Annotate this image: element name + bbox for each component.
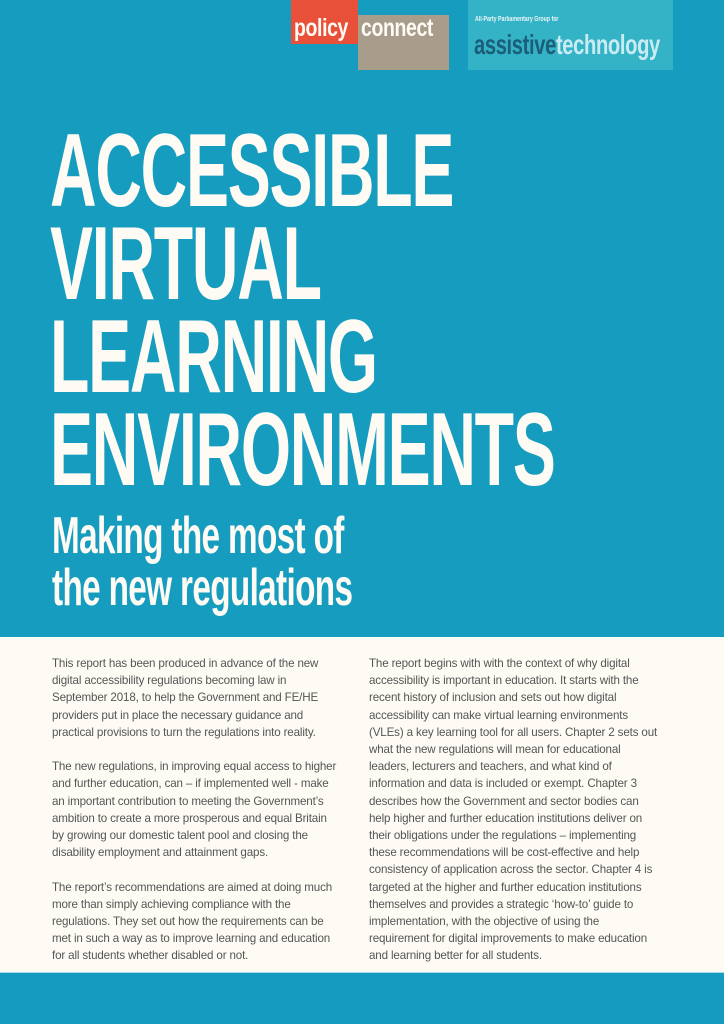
text-line: recent history of inclusion and sets out how digital [369, 691, 617, 705]
summary-right-column [369, 655, 689, 982]
text-line: their obligations under the regulations – implementing [369, 829, 637, 843]
text-line: This report has been produced in advance of the new [52, 657, 319, 670]
appg-logo-assistive: assistive [474, 29, 556, 60]
text-line: what the new regulations will mean for educational [369, 743, 621, 757]
document-subtitle [52, 507, 353, 617]
text-line: an important contribution to meeting the Government’s [52, 794, 324, 808]
text-line: leaders, lecturers and teachers, and what kind of [369, 760, 612, 774]
title-line: ENVIRONMENTS [50, 392, 555, 508]
text-line: by growing our domestic talent pool and closing the [52, 829, 308, 843]
summary-paragraph [52, 758, 362, 861]
title-line: LEARNING [50, 299, 377, 415]
footer-band [0, 972, 724, 1024]
summary-paragraph [52, 655, 362, 741]
title-line: VIRTUAL [50, 206, 321, 322]
text-line: and further education, can – if implemented well - make [52, 777, 329, 791]
text-line: The report begins with with the context of why digital [369, 657, 630, 670]
summary-paragraph [52, 879, 362, 965]
text-line: implementation, with the objective of using the [369, 915, 600, 929]
text-line: help higher and further education institutions deliver on [369, 811, 643, 825]
subtitle-line: Making the most of [52, 507, 344, 565]
title-line: ACCESSIBLE [50, 113, 454, 229]
appg-logo-wordmark [474, 30, 660, 60]
text-line: met in such a way as to improve learning and education [52, 932, 331, 946]
text-line: regulations. They set out how the requirements can be [52, 915, 324, 929]
text-line: requirement for digital improvements to make education [369, 932, 648, 946]
text-line: (VLEs) a key learning tool for all users. Chapter 2 sets out [369, 725, 658, 739]
text-line: targeted at the higher and further education institutions [369, 880, 642, 894]
document-title [50, 113, 555, 508]
text-line: disability employment and attainment gaps. [52, 846, 269, 860]
text-line: accessibility can make virtual learning environments [369, 708, 628, 722]
text-line: and learning better for all students. [369, 949, 542, 963]
text-line: more than simply achieving compliance with the [52, 897, 291, 911]
subtitle-line: the new regulations [52, 559, 353, 617]
policy-connect-logo-connect-text: connect [361, 14, 434, 42]
text-line: ambition to create a more prosperous and equal Britain [52, 811, 327, 825]
text-line: themselves and provides a strategic ‘how-to’ guide to [369, 897, 634, 911]
text-line: practical provisions to turn the regulations into reality. [52, 725, 316, 739]
text-line: The report’s recommendations are aimed at doing much [52, 880, 333, 894]
policy-connect-logo-policy-text: policy [294, 14, 349, 42]
text-line: for all students whether disabled or not. [52, 949, 249, 963]
summary-paragraph [369, 655, 689, 965]
text-line: these recommendations will be cost-effective and help [369, 846, 640, 860]
appg-logo-subtitle: All-Party Parliamentary Group for [475, 16, 559, 23]
text-line: providers put in place the necessary guidance and [52, 708, 304, 722]
text-line: September 2018, to help the Government and FE/HE [52, 691, 319, 705]
text-line: digital accessibility regulations becoming law in [52, 674, 287, 688]
summary-left-column [52, 655, 362, 982]
text-line: accessibility is important in education. It starts with the [369, 674, 639, 688]
text-line: The new regulations, in improving equal access to higher [52, 760, 337, 774]
text-line: information and data is included or exempt. Chapter 3 [369, 777, 637, 791]
text-line: consistency of application across the sector. Chapter 4 is [369, 863, 653, 877]
text-line: describes how the Government and sector bodies can [369, 794, 639, 808]
appg-logo-technology: technology [555, 29, 660, 60]
